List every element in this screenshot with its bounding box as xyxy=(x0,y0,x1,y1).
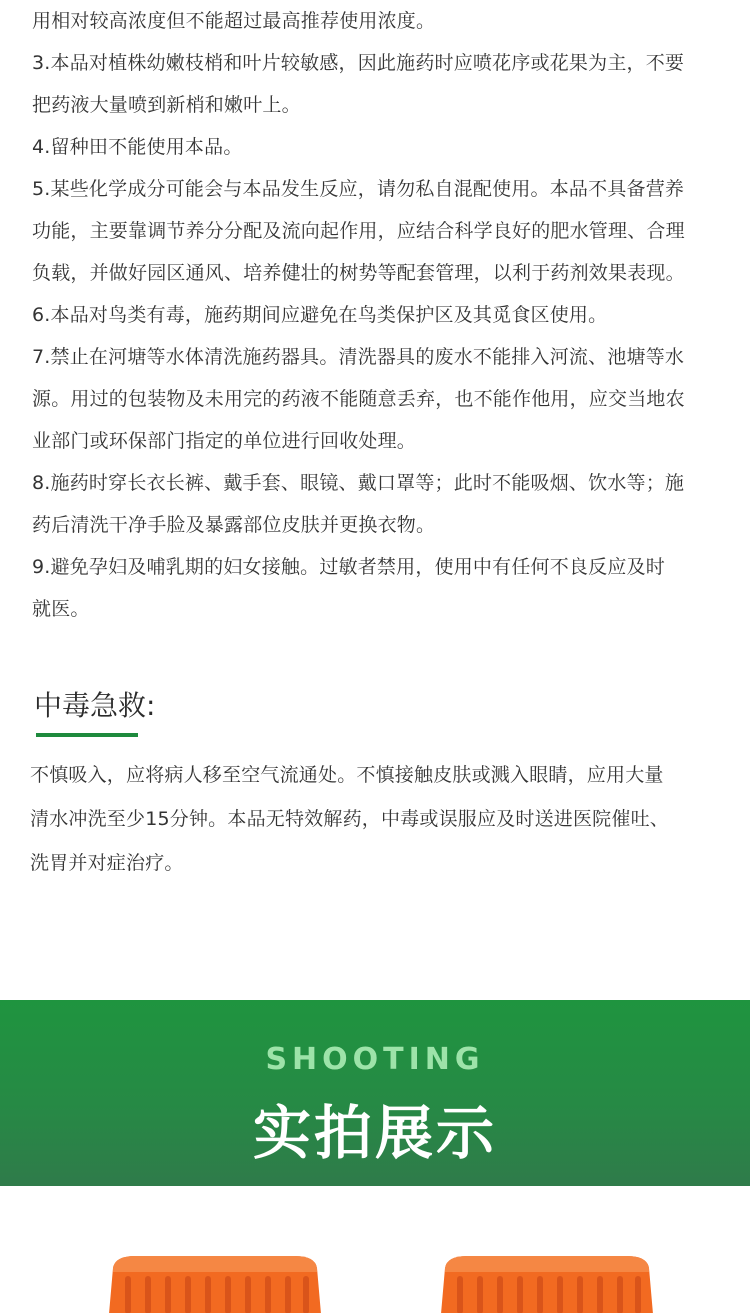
title-underline xyxy=(36,733,138,737)
precaution-line: 源。用过的包装物及未用完的药液不能随意丢弃，也不能作他用，应交当地农 xyxy=(32,388,685,410)
precaution-line: 8.施药时穿长衣长裤、戴手套、眼镜、戴口罩等；此时不能吸烟、饮水等；施 xyxy=(32,472,685,494)
precaution-line: 业部门或环保部门指定的单位进行回收处理。 xyxy=(32,430,417,452)
bottle-cap-icon xyxy=(437,1254,657,1313)
precaution-line: 功能，主要靠调节养分分配及流向起作用，应结合科学良好的肥水管理、合理 xyxy=(32,220,685,242)
precaution-line: 9.避免孕妇及哺乳期的妇女接触。过敏者禁用，使用中有任何不良反应及时 xyxy=(32,556,665,578)
precaution-line: 用相对较高浓度但不能超过最高推荐使用浓度。 xyxy=(32,10,436,32)
bottle-cap-icon xyxy=(105,1254,325,1313)
product-photo xyxy=(0,1186,750,1313)
precautions-text xyxy=(32,0,722,630)
first-aid-line: 洗胃并对症治疗。 xyxy=(30,852,184,874)
first-aid-line: 清水冲洗至少15分钟。本品无特效解药，中毒或误服应及时送进医院催吐、 xyxy=(30,808,669,830)
precaution-line: 就医。 xyxy=(32,598,90,620)
precaution-line: 负载，并做好园区通风、培养健壮的树势等配套管理，以利于药剂效果表现。 xyxy=(32,262,685,284)
banner-english-title: SHOOTING xyxy=(265,1042,485,1077)
first-aid-text xyxy=(30,753,730,885)
precaution-line: 7.禁止在河塘等水体清洗施药器具。清洗器具的废水不能排入河流、池塘等水 xyxy=(32,346,685,368)
precaution-line: 药后清洗干净手脸及暴露部位皮肤并更换衣物。 xyxy=(32,514,436,536)
first-aid-title: 中毒急救: xyxy=(34,689,156,722)
precaution-line: 3.本品对植株幼嫩枝梢和叶片较敏感，因此施药时应喷花序或花果为主，不要 xyxy=(32,52,685,74)
precaution-line: 把药液大量喷到新梢和嫩叶上。 xyxy=(32,94,301,116)
first-aid-line: 不慎吸入，应将病人移至空气流通处。不慎接触皮肤或溅入眼睛，应用大量 xyxy=(30,764,664,786)
precaution-line: 5.某些化学成分可能会与本品发生反应，请勿私自混配使用。本品不具备营养 xyxy=(32,178,685,200)
precaution-line: 4.留种田不能使用本品。 xyxy=(32,136,243,158)
banner-chinese-title: 实拍展示 xyxy=(252,1099,497,1167)
precaution-line: 6.本品对鸟类有毒，施药期间应避免在鸟类保护区及其觅食区使用。 xyxy=(32,304,608,326)
shooting-banner xyxy=(0,1000,750,1186)
